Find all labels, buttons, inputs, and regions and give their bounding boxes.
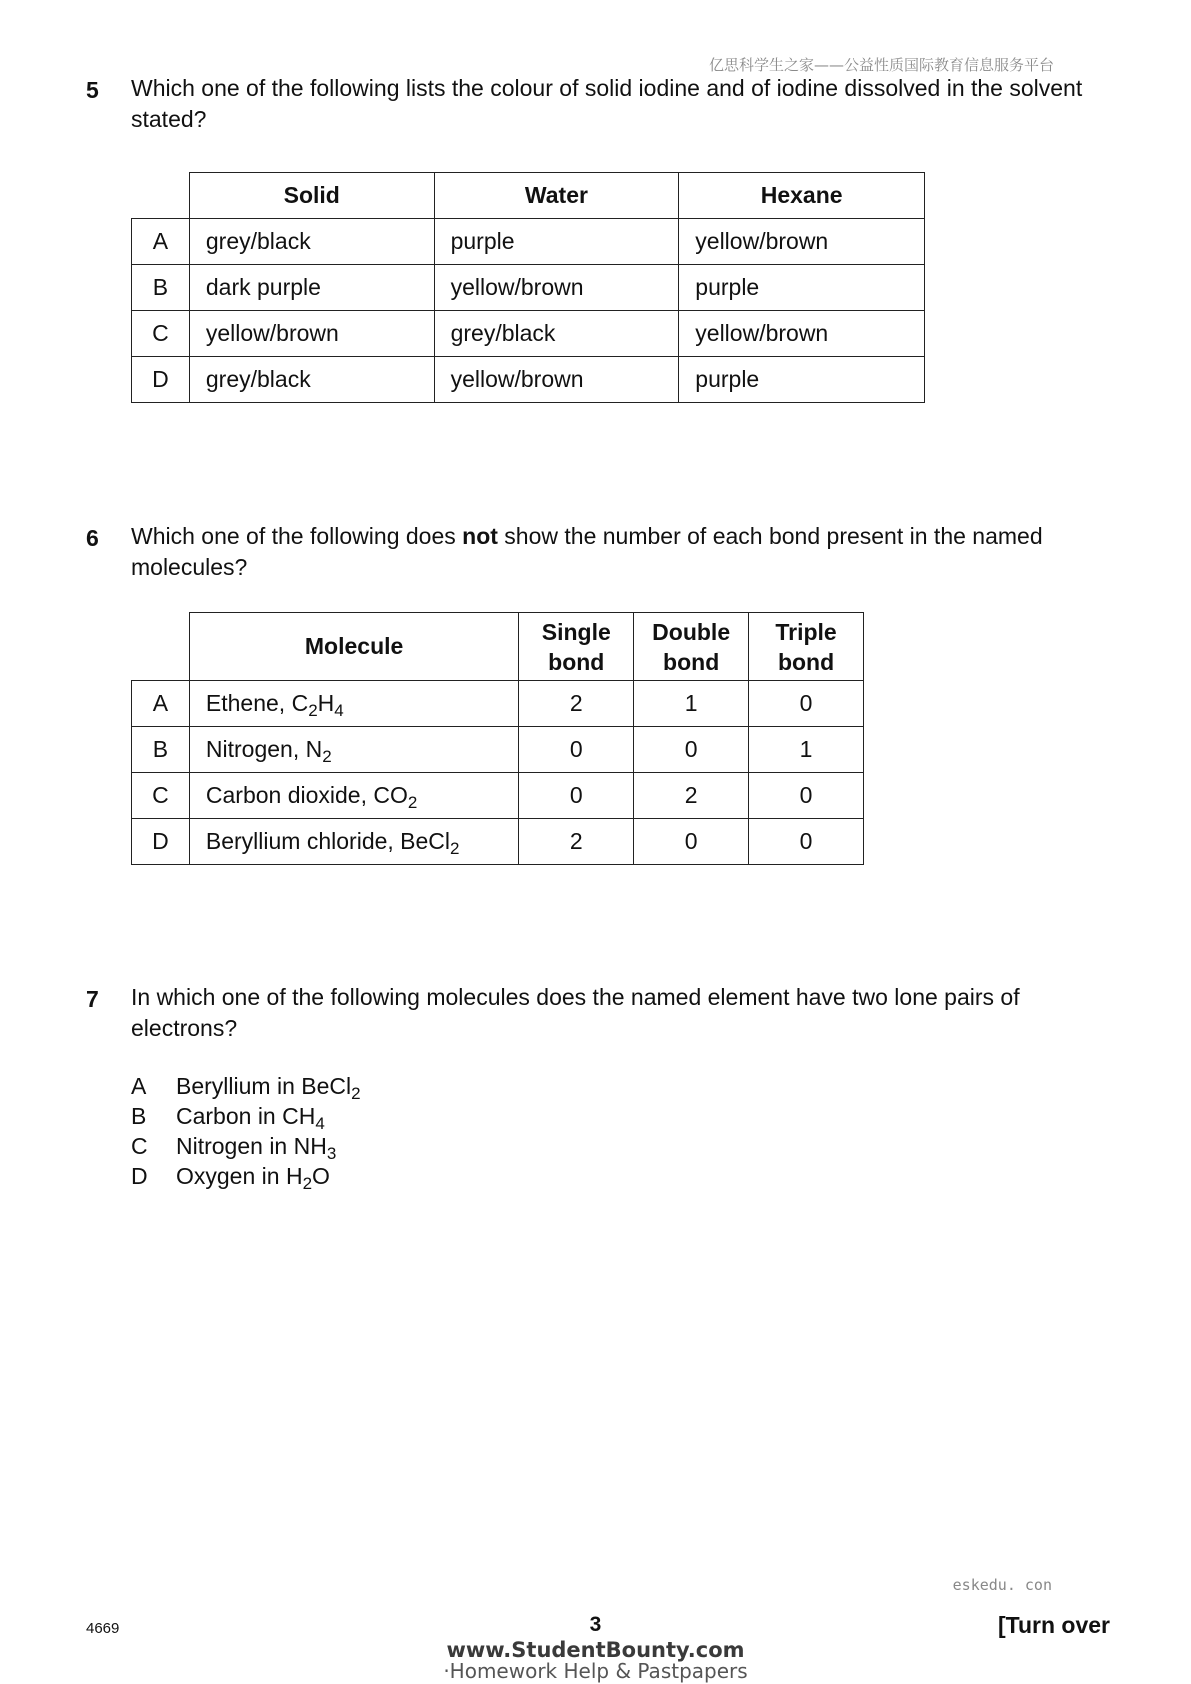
question-5-number: 5: [86, 77, 99, 103]
triple-bond-cell: 1: [749, 727, 864, 773]
solid-cell: dark purple: [189, 265, 434, 311]
option-letter: A: [131, 1073, 147, 1099]
subscript: 2: [302, 1174, 313, 1193]
option-text-main: Beryllium in BeCl: [176, 1073, 352, 1099]
option-text: [176, 1073, 361, 1103]
double-bond-cell: 0: [634, 819, 749, 865]
table-header-row: [132, 173, 925, 219]
hexane-cell: purple: [679, 265, 925, 311]
studentbounty-tagline: ·Homework Help & Pastpapers: [443, 1659, 748, 1683]
option-text-after: O: [312, 1163, 330, 1189]
subscript: 2: [407, 793, 418, 812]
option-letter: B: [132, 265, 190, 311]
subscript: 2: [308, 701, 318, 720]
corner-cell: [132, 173, 190, 219]
studentbounty-site: www.StudentBounty.com: [446, 1638, 745, 1662]
subscript: 3: [326, 1144, 337, 1163]
question-7-text: In which one of the following molecules does the named element have two lone pairs of electrons?: [131, 984, 1020, 1041]
header-line: bond: [548, 648, 605, 675]
column-header-water: Water: [434, 173, 679, 219]
table-row: [132, 773, 864, 819]
triple-bond-cell: 0: [749, 681, 864, 727]
list-item: [131, 1073, 361, 1103]
molecule-cell: [189, 727, 518, 773]
single-bond-cell: 2: [519, 681, 634, 727]
option-letter: D: [132, 357, 190, 403]
solid-cell: grey/black: [189, 357, 434, 403]
option-text-main: Carbon in CH: [176, 1103, 316, 1129]
option-letter: D: [131, 1163, 148, 1189]
column-header-solid: Solid: [189, 173, 434, 219]
water-cell: grey/black: [434, 311, 679, 357]
subscript: 4: [315, 1114, 325, 1133]
option-text: [176, 1103, 325, 1133]
table-row: [132, 357, 925, 403]
question-6-text: [131, 521, 1111, 583]
single-bond-cell: 0: [519, 727, 634, 773]
hexane-cell: yellow/brown: [679, 219, 925, 265]
molecule-cell: [189, 681, 518, 727]
option-letter: C: [131, 1133, 148, 1159]
column-header-single-bond: [519, 613, 634, 681]
page-number: 3: [589, 1613, 602, 1636]
header-line: Triple: [775, 618, 837, 645]
column-header-double-bond: [634, 613, 749, 681]
molecule-name: Nitrogen, N: [205, 736, 323, 762]
subscript: 4: [334, 701, 344, 720]
hexane-cell: yellow/brown: [679, 311, 925, 357]
corner-cell: [132, 613, 190, 681]
header-line: Double: [652, 618, 731, 645]
option-letter: A: [132, 219, 190, 265]
table-row: [132, 311, 925, 357]
column-header-hexane: Hexane: [679, 173, 925, 219]
option-letter: B: [131, 1103, 147, 1129]
option-letter: A: [132, 681, 190, 727]
turn-over-label: [Turn over: [997, 1612, 1110, 1638]
eskedu-watermark: eskedu. con: [952, 1576, 1052, 1594]
option-text-main: Nitrogen in NH: [176, 1133, 327, 1159]
molecule-name: Ethene, C: [205, 690, 309, 716]
header-watermark: 亿思科学生之家——公益性质国际教育信息服务平台: [708, 56, 1054, 74]
water-cell: purple: [434, 219, 679, 265]
header-line: bond: [777, 648, 835, 675]
list-item: [131, 1163, 361, 1193]
triple-bond-cell: 0: [749, 773, 864, 819]
solid-cell: grey/black: [189, 219, 434, 265]
question-6-text-end: show the number of each bond present in the named molecules?: [131, 523, 1043, 580]
header-line: bond: [663, 648, 720, 675]
solid-cell: yellow/brown: [189, 311, 434, 357]
option-letter: C: [132, 773, 190, 819]
double-bond-cell: 0: [634, 727, 749, 773]
question-6-text-start: Which one of the following does: [131, 523, 463, 549]
subscript: 2: [322, 747, 332, 766]
subscript: 2: [351, 1084, 361, 1103]
question-6-emphasis: not: [462, 523, 498, 549]
table-row: [132, 219, 925, 265]
molecule-name: Beryllium chloride, BeCl: [205, 828, 451, 854]
list-item: [131, 1103, 361, 1133]
question-6-table: [131, 612, 864, 865]
subscript: 2: [450, 839, 460, 858]
single-bond-cell: 2: [519, 819, 634, 865]
molecule-name: Carbon dioxide, CO: [205, 782, 408, 808]
single-bond-cell: 0: [519, 773, 634, 819]
double-bond-cell: 1: [634, 681, 749, 727]
question-5-text: Which one of the following lists the colour of solid iodine and of iodine dissolved in the solvent stated?: [131, 75, 1083, 132]
question-6-number: 6: [86, 525, 99, 551]
table-row: [132, 819, 864, 865]
molecule-cell: [189, 773, 518, 819]
question-7-options: [131, 1073, 361, 1193]
water-cell: yellow/brown: [434, 265, 679, 311]
table-row: [132, 265, 925, 311]
option-letter: B: [132, 727, 190, 773]
paper-code: 4669: [86, 1620, 120, 1637]
double-bond-cell: 2: [634, 773, 749, 819]
list-item: [131, 1133, 361, 1163]
option-text: [176, 1163, 330, 1193]
header-line: Single: [541, 618, 611, 645]
triple-bond-cell: 0: [749, 819, 864, 865]
molecule-cell: [189, 819, 518, 865]
question-5-table: [131, 172, 925, 403]
question-7-number: 7: [86, 986, 99, 1012]
water-cell: yellow/brown: [434, 357, 679, 403]
option-letter: C: [132, 311, 190, 357]
hexane-cell: purple: [679, 357, 925, 403]
column-header-triple-bond: [749, 613, 864, 681]
table-row: [132, 727, 864, 773]
molecule-name-cont: H: [317, 690, 335, 716]
option-text-main: Oxygen in H: [176, 1163, 303, 1189]
option-text: [176, 1133, 336, 1163]
column-header-molecule: Molecule: [189, 613, 518, 681]
option-letter: D: [132, 819, 190, 865]
table-row: [132, 681, 864, 727]
table-header-row: [132, 613, 864, 681]
